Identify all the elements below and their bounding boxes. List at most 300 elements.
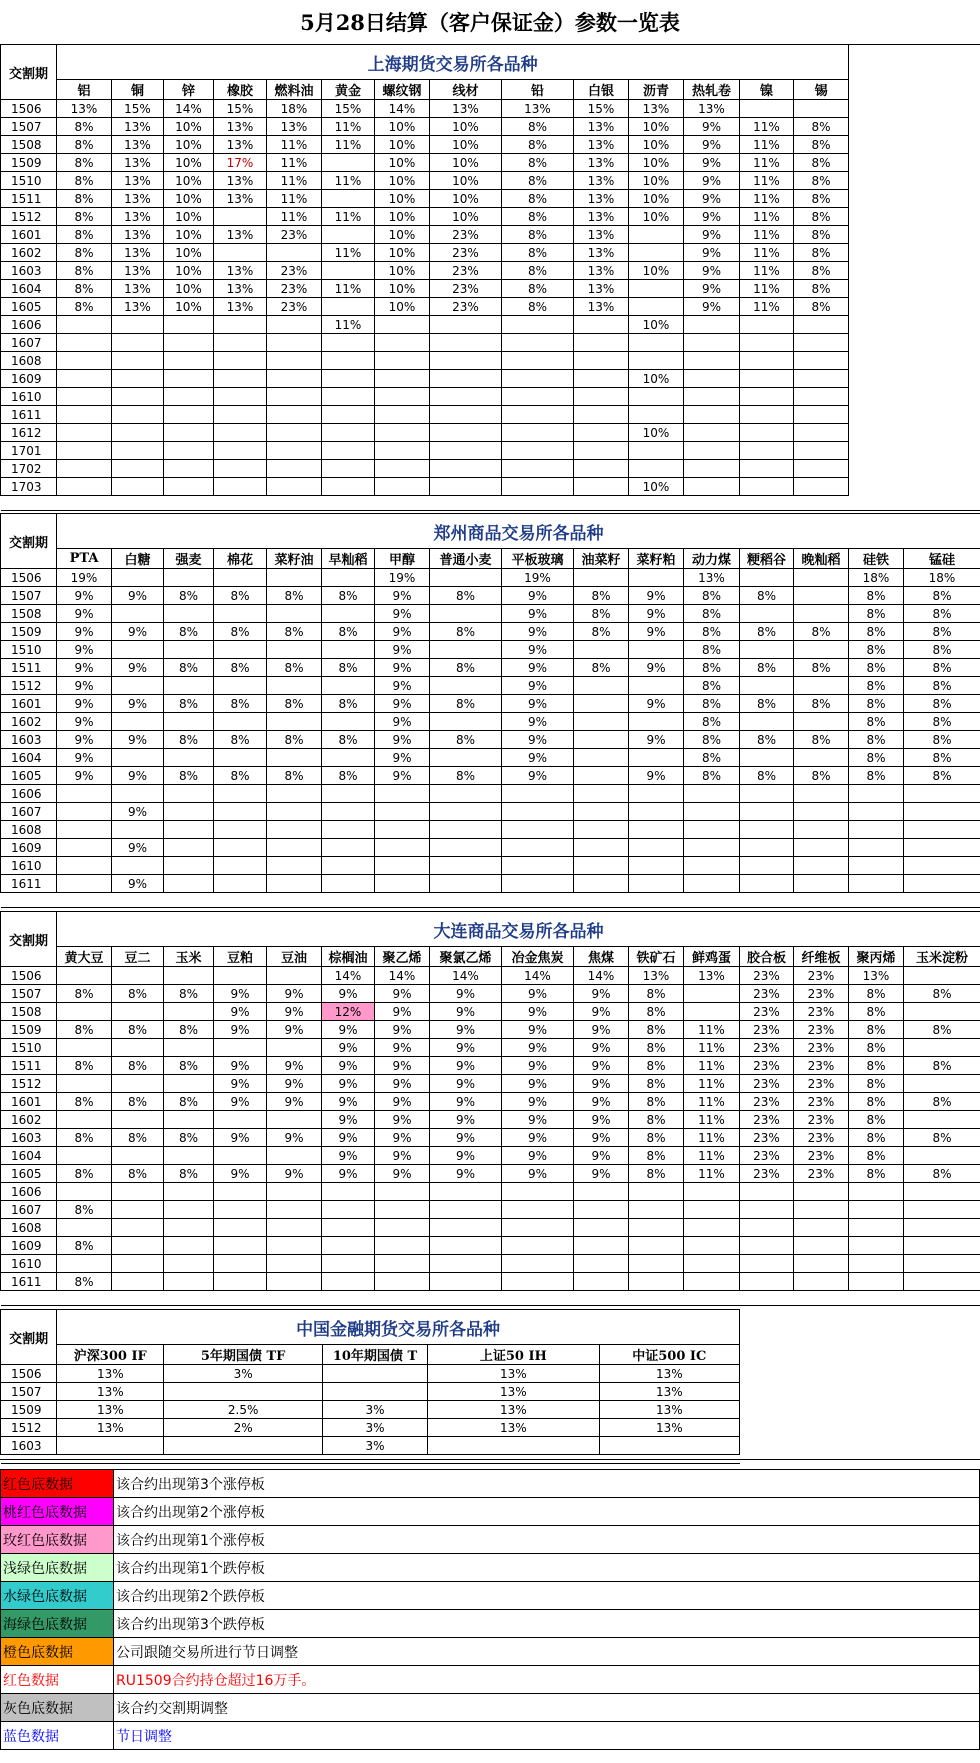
margin-cell: 9% bbox=[629, 767, 684, 785]
margin-cell bbox=[112, 352, 164, 370]
margin-cell: 10% bbox=[430, 118, 502, 136]
margin-cell: 13% bbox=[112, 136, 164, 154]
margin-cell: 9% bbox=[112, 767, 164, 785]
period-cell: 1604 bbox=[1, 1147, 57, 1165]
margin-cell bbox=[164, 406, 214, 424]
margin-cell bbox=[430, 569, 502, 587]
margin-cell bbox=[164, 370, 214, 388]
margin-cell: 8% bbox=[794, 190, 849, 208]
margin-cell bbox=[322, 370, 375, 388]
margin-cell bbox=[574, 785, 629, 803]
margin-cell bbox=[684, 803, 740, 821]
margin-cell bbox=[502, 334, 574, 352]
margin-cell bbox=[684, 1273, 740, 1291]
margin-cell bbox=[375, 334, 430, 352]
table-row bbox=[1, 821, 980, 839]
period-cell: 1508 bbox=[1, 136, 57, 154]
margin-cell bbox=[164, 1383, 322, 1401]
table-row bbox=[1, 190, 980, 208]
margin-cell: 3% bbox=[164, 1365, 322, 1383]
margin-cell bbox=[629, 641, 684, 659]
empty-cell bbox=[849, 352, 980, 370]
margin-cell bbox=[267, 857, 322, 875]
margin-cell: 15% bbox=[112, 100, 164, 118]
margin-cell bbox=[164, 1003, 214, 1021]
margin-cell: 9% bbox=[502, 1111, 574, 1129]
margin-cell bbox=[214, 388, 267, 406]
margin-cell bbox=[629, 1237, 684, 1255]
legend-swatch: 水绿色底数据 bbox=[1, 1582, 114, 1610]
margin-cell: 8% bbox=[684, 731, 740, 749]
margin-cell: 11% bbox=[740, 172, 794, 190]
margin-cell: 11% bbox=[684, 1039, 740, 1057]
margin-cell: 13% bbox=[428, 1401, 599, 1419]
margin-cell bbox=[794, 605, 849, 623]
margin-cell bbox=[375, 857, 430, 875]
margin-cell bbox=[322, 406, 375, 424]
margin-cell: 9% bbox=[322, 1165, 375, 1183]
margin-cell bbox=[502, 1201, 574, 1219]
margin-cell bbox=[112, 316, 164, 334]
margin-cell: 13% bbox=[684, 569, 740, 587]
margin-cell bbox=[322, 298, 375, 316]
table-row bbox=[1, 100, 980, 118]
margin-cell: 23% bbox=[740, 1075, 794, 1093]
margin-cell bbox=[322, 821, 375, 839]
margin-cell: 8% bbox=[629, 985, 684, 1003]
margin-cell bbox=[322, 803, 375, 821]
table-row bbox=[1, 172, 980, 190]
margin-cell bbox=[57, 1147, 112, 1165]
margin-cell: 9% bbox=[430, 1021, 502, 1039]
margin-cell: 13% bbox=[574, 226, 629, 244]
spacer-row bbox=[1, 893, 980, 908]
margin-cell bbox=[267, 460, 322, 478]
column-header-row bbox=[1, 947, 980, 967]
margin-cell: 23% bbox=[794, 1075, 849, 1093]
margin-cell bbox=[430, 442, 502, 460]
margin-cell bbox=[57, 1255, 112, 1273]
margin-cell bbox=[214, 857, 267, 875]
margin-cell bbox=[267, 605, 322, 623]
margin-cell: 10% bbox=[629, 316, 684, 334]
margin-cell bbox=[214, 316, 267, 334]
margin-cell: 18% bbox=[849, 569, 904, 587]
margin-cell bbox=[214, 1039, 267, 1057]
margin-cell: 3% bbox=[322, 1401, 427, 1419]
section-title-row bbox=[1, 912, 980, 947]
period-header: 交割期 bbox=[1, 912, 57, 967]
margin-cell bbox=[740, 569, 794, 587]
margin-cell: 13% bbox=[57, 1419, 164, 1437]
margin-cell: 11% bbox=[684, 1075, 740, 1093]
margin-cell bbox=[502, 1273, 574, 1291]
margin-cell bbox=[794, 478, 849, 496]
margin-cell: 10% bbox=[164, 172, 214, 190]
margin-cell: 9% bbox=[214, 1075, 267, 1093]
margin-cell bbox=[574, 857, 629, 875]
table-row bbox=[1, 1419, 740, 1437]
margin-cell bbox=[112, 1075, 164, 1093]
margin-cell bbox=[375, 875, 430, 893]
margin-cell bbox=[574, 839, 629, 857]
margin-cell bbox=[57, 1111, 112, 1129]
margin-cell: 8% bbox=[214, 767, 267, 785]
margin-cell bbox=[574, 695, 629, 713]
margin-cell: 8% bbox=[849, 659, 904, 677]
margin-cell bbox=[794, 352, 849, 370]
table-row bbox=[1, 695, 980, 713]
margin-cell: 8% bbox=[740, 623, 794, 641]
margin-cell bbox=[740, 460, 794, 478]
margin-cell bbox=[164, 1273, 214, 1291]
margin-cell: 9% bbox=[629, 587, 684, 605]
margin-cell: 8% bbox=[164, 1021, 214, 1039]
margin-cell: 13% bbox=[599, 1401, 739, 1419]
margin-cell bbox=[904, 1039, 980, 1057]
legend-row bbox=[1, 1582, 980, 1610]
margin-cell bbox=[904, 1147, 980, 1165]
margin-cell: 13% bbox=[112, 298, 164, 316]
margin-cell: 9% bbox=[502, 1039, 574, 1057]
margin-cell: 23% bbox=[794, 1039, 849, 1057]
margin-cell: 9% bbox=[502, 1003, 574, 1021]
margin-cell: 8% bbox=[57, 1165, 112, 1183]
period-cell: 1511 bbox=[1, 659, 57, 677]
period-cell: 1511 bbox=[1, 190, 57, 208]
margin-cell: 9% bbox=[502, 677, 574, 695]
margin-cell bbox=[214, 677, 267, 695]
table-row bbox=[1, 967, 980, 985]
margin-cell bbox=[164, 803, 214, 821]
margin-cell bbox=[375, 839, 430, 857]
margin-cell: 8% bbox=[904, 985, 980, 1003]
margin-cell: 9% bbox=[375, 1147, 430, 1165]
margin-cell bbox=[164, 1147, 214, 1165]
margin-cell: 9% bbox=[574, 1147, 629, 1165]
margin-cell bbox=[164, 821, 214, 839]
period-cell: 1601 bbox=[1, 695, 57, 713]
margin-cell: 10% bbox=[164, 262, 214, 280]
margin-cell bbox=[322, 1237, 375, 1255]
margin-cell: 14% bbox=[502, 967, 574, 985]
margin-cell: 10% bbox=[430, 154, 502, 172]
margin-cell bbox=[740, 352, 794, 370]
margin-cell bbox=[112, 1183, 164, 1201]
margin-cell bbox=[629, 1201, 684, 1219]
column-header: 线材 bbox=[430, 80, 502, 100]
margin-cell: 8% bbox=[57, 1237, 112, 1255]
legend-row bbox=[1, 1526, 980, 1554]
margin-cell: 9% bbox=[502, 1021, 574, 1039]
margin-cell: 11% bbox=[740, 136, 794, 154]
margin-cell: 23% bbox=[430, 244, 502, 262]
margin-cell: 23% bbox=[267, 226, 322, 244]
margin-cell bbox=[214, 821, 267, 839]
margin-cell bbox=[684, 370, 740, 388]
shfe-margin-table bbox=[0, 44, 980, 511]
table-row bbox=[1, 388, 980, 406]
margin-cell: 9% bbox=[684, 280, 740, 298]
margin-cell: 9% bbox=[112, 839, 164, 857]
margin-cell bbox=[629, 677, 684, 695]
margin-cell bbox=[904, 875, 980, 893]
table-row bbox=[1, 659, 980, 677]
margin-cell: 9% bbox=[322, 1147, 375, 1165]
margin-cell bbox=[112, 641, 164, 659]
margin-cell: 13% bbox=[629, 967, 684, 985]
margin-cell bbox=[502, 460, 574, 478]
margin-cell: 10% bbox=[375, 190, 430, 208]
table-row bbox=[1, 569, 980, 587]
margin-cell bbox=[214, 839, 267, 857]
margin-cell bbox=[57, 967, 112, 985]
margin-cell: 13% bbox=[112, 208, 164, 226]
margin-cell: 8% bbox=[849, 1003, 904, 1021]
legend-row bbox=[1, 1722, 980, 1750]
margin-cell: 8% bbox=[112, 1165, 164, 1183]
margin-cell bbox=[629, 569, 684, 587]
table-row bbox=[1, 677, 980, 695]
column-header: 5年期国债 TF bbox=[164, 1345, 322, 1365]
empty-cell bbox=[849, 100, 980, 118]
margin-cell bbox=[574, 442, 629, 460]
column-header: 硅铁 bbox=[849, 549, 904, 569]
margin-cell bbox=[267, 1147, 322, 1165]
column-header: 铝 bbox=[57, 80, 112, 100]
period-cell: 1611 bbox=[1, 875, 57, 893]
table-row bbox=[1, 316, 980, 334]
margin-cell bbox=[57, 857, 112, 875]
section-title: 上海期货交易所各品种 bbox=[57, 45, 849, 80]
period-cell: 1506 bbox=[1, 967, 57, 985]
column-header: 铅 bbox=[502, 80, 574, 100]
margin-cell bbox=[375, 442, 430, 460]
margin-cell: 9% bbox=[375, 1165, 430, 1183]
margin-cell bbox=[684, 442, 740, 460]
margin-cell: 8% bbox=[57, 172, 112, 190]
margin-cell bbox=[430, 785, 502, 803]
column-header-row bbox=[1, 1345, 740, 1365]
period-cell: 1507 bbox=[1, 1383, 57, 1401]
margin-cell: 11% bbox=[684, 1147, 740, 1165]
empty-cell bbox=[1, 893, 980, 908]
margin-cell: 13% bbox=[629, 100, 684, 118]
margin-cell: 9% bbox=[57, 587, 112, 605]
margin-cell: 8% bbox=[214, 659, 267, 677]
legend-description: 该合约交割期调整 bbox=[114, 1694, 980, 1722]
margin-cell: 11% bbox=[740, 118, 794, 136]
margin-cell: 13% bbox=[684, 967, 740, 985]
margin-cell: 23% bbox=[794, 1111, 849, 1129]
margin-cell bbox=[164, 424, 214, 442]
margin-cell: 8% bbox=[267, 623, 322, 641]
margin-cell: 18% bbox=[904, 569, 980, 587]
margin-cell: 13% bbox=[214, 118, 267, 136]
margin-cell bbox=[684, 1219, 740, 1237]
table-row bbox=[1, 298, 980, 316]
margin-cell bbox=[629, 442, 684, 460]
margin-cell: 17% bbox=[214, 154, 267, 172]
margin-cell: 9% bbox=[375, 1021, 430, 1039]
margin-cell: 11% bbox=[684, 1165, 740, 1183]
margin-cell: 9% bbox=[430, 1003, 502, 1021]
margin-cell bbox=[740, 478, 794, 496]
table-row bbox=[1, 1111, 980, 1129]
margin-cell bbox=[430, 605, 502, 623]
margin-cell: 8% bbox=[629, 1165, 684, 1183]
margin-cell bbox=[794, 388, 849, 406]
legend-swatch: 橙色底数据 bbox=[1, 1638, 114, 1666]
margin-cell: 11% bbox=[322, 118, 375, 136]
margin-cell bbox=[112, 424, 164, 442]
margin-cell: 9% bbox=[502, 641, 574, 659]
margin-cell: 9% bbox=[502, 1057, 574, 1075]
column-header: 菜籽油 bbox=[267, 549, 322, 569]
margin-cell: 9% bbox=[574, 1093, 629, 1111]
margin-cell: 9% bbox=[684, 136, 740, 154]
czce-margin-table bbox=[0, 513, 980, 908]
margin-cell bbox=[267, 316, 322, 334]
margin-cell bbox=[740, 641, 794, 659]
margin-cell: 8% bbox=[849, 731, 904, 749]
margin-cell bbox=[112, 569, 164, 587]
margin-cell bbox=[904, 857, 980, 875]
legend-description: 该合约出现第2个涨停板 bbox=[114, 1498, 980, 1526]
margin-cell: 8% bbox=[430, 767, 502, 785]
margin-cell: 11% bbox=[322, 172, 375, 190]
margin-cell bbox=[164, 388, 214, 406]
margin-cell bbox=[322, 424, 375, 442]
margin-cell: 8% bbox=[57, 1201, 112, 1219]
margin-cell bbox=[794, 821, 849, 839]
margin-cell bbox=[57, 460, 112, 478]
period-cell: 1603 bbox=[1, 1437, 57, 1455]
margin-cell: 9% bbox=[375, 1075, 430, 1093]
margin-cell bbox=[740, 749, 794, 767]
margin-cell: 23% bbox=[740, 1093, 794, 1111]
margin-cell bbox=[214, 569, 267, 587]
margin-cell bbox=[629, 226, 684, 244]
margin-cell: 2% bbox=[164, 1419, 322, 1437]
margin-cell bbox=[740, 388, 794, 406]
margin-cell bbox=[629, 821, 684, 839]
margin-cell bbox=[502, 1219, 574, 1237]
margin-cell bbox=[629, 1183, 684, 1201]
margin-cell: 8% bbox=[849, 1021, 904, 1039]
margin-cell bbox=[574, 1201, 629, 1219]
table-row bbox=[1, 226, 980, 244]
margin-cell bbox=[740, 839, 794, 857]
margin-cell: 13% bbox=[428, 1365, 599, 1383]
margin-cell: 10% bbox=[629, 172, 684, 190]
margin-cell: 8% bbox=[684, 713, 740, 731]
legend-description: 该合约出现第2个跌停板 bbox=[114, 1582, 980, 1610]
margin-cell bbox=[267, 641, 322, 659]
margin-cell: 8% bbox=[849, 1129, 904, 1147]
margin-cell: 10% bbox=[629, 136, 684, 154]
margin-cell: 8% bbox=[164, 587, 214, 605]
margin-cell: 13% bbox=[214, 190, 267, 208]
margin-cell bbox=[322, 1383, 427, 1401]
margin-cell: 8% bbox=[112, 1057, 164, 1075]
margin-cell bbox=[574, 1183, 629, 1201]
margin-cell: 9% bbox=[267, 1021, 322, 1039]
margin-cell: 8% bbox=[57, 1021, 112, 1039]
empty-cell bbox=[849, 424, 980, 442]
margin-cell bbox=[112, 406, 164, 424]
column-header: 黄大豆 bbox=[57, 947, 112, 967]
empty-cell bbox=[1, 496, 980, 511]
margin-cell bbox=[430, 641, 502, 659]
margin-cell bbox=[322, 154, 375, 172]
margin-cell: 8% bbox=[629, 1093, 684, 1111]
period-cell: 1510 bbox=[1, 1039, 57, 1057]
legend-swatch: 海绿色底数据 bbox=[1, 1610, 114, 1638]
margin-cell: 8% bbox=[849, 641, 904, 659]
margin-cell bbox=[574, 478, 629, 496]
margin-cell: 8% bbox=[904, 659, 980, 677]
column-header: 甲醇 bbox=[375, 549, 430, 569]
margin-cell: 9% bbox=[214, 1093, 267, 1111]
margin-cell: 8% bbox=[214, 623, 267, 641]
margin-cell bbox=[740, 713, 794, 731]
margin-cell bbox=[904, 803, 980, 821]
margin-cell: 9% bbox=[375, 605, 430, 623]
margin-cell bbox=[57, 478, 112, 496]
margin-cell bbox=[684, 1183, 740, 1201]
margin-cell bbox=[430, 839, 502, 857]
legend-swatch: 浅绿色底数据 bbox=[1, 1554, 114, 1582]
margin-cell bbox=[430, 1201, 502, 1219]
period-cell: 1610 bbox=[1, 857, 57, 875]
margin-cell: 8% bbox=[267, 587, 322, 605]
table-row bbox=[1, 1201, 980, 1219]
empty-cell bbox=[849, 190, 980, 208]
margin-cell bbox=[904, 1183, 980, 1201]
margin-cell: 9% bbox=[57, 641, 112, 659]
margin-cell: 8% bbox=[794, 695, 849, 713]
margin-cell bbox=[214, 406, 267, 424]
margin-cell: 8% bbox=[322, 587, 375, 605]
margin-cell: 14% bbox=[375, 100, 430, 118]
section-title-row bbox=[1, 45, 980, 80]
margin-cell bbox=[430, 1183, 502, 1201]
margin-cell: 8% bbox=[629, 1039, 684, 1057]
margin-cell: 8% bbox=[267, 731, 322, 749]
margin-cell: 9% bbox=[57, 713, 112, 731]
margin-cell: 23% bbox=[794, 1147, 849, 1165]
margin-cell: 23% bbox=[430, 280, 502, 298]
margin-cell bbox=[904, 967, 980, 985]
margin-cell: 11% bbox=[267, 190, 322, 208]
margin-cell bbox=[164, 1039, 214, 1057]
margin-cell: 9% bbox=[375, 641, 430, 659]
period-cell: 1602 bbox=[1, 713, 57, 731]
margin-cell: 8% bbox=[629, 1111, 684, 1129]
margin-cell: 8% bbox=[267, 659, 322, 677]
period-cell: 1506 bbox=[1, 569, 57, 587]
table-row bbox=[1, 1365, 740, 1383]
legend-swatch: 红色底数据 bbox=[1, 1470, 114, 1498]
margin-cell: 8% bbox=[164, 1057, 214, 1075]
cffex-margin-table bbox=[0, 1309, 740, 1464]
period-cell: 1605 bbox=[1, 767, 57, 785]
margin-cell: 9% bbox=[375, 659, 430, 677]
margin-cell bbox=[267, 244, 322, 262]
margin-cell bbox=[267, 1201, 322, 1219]
margin-cell: 8% bbox=[794, 262, 849, 280]
